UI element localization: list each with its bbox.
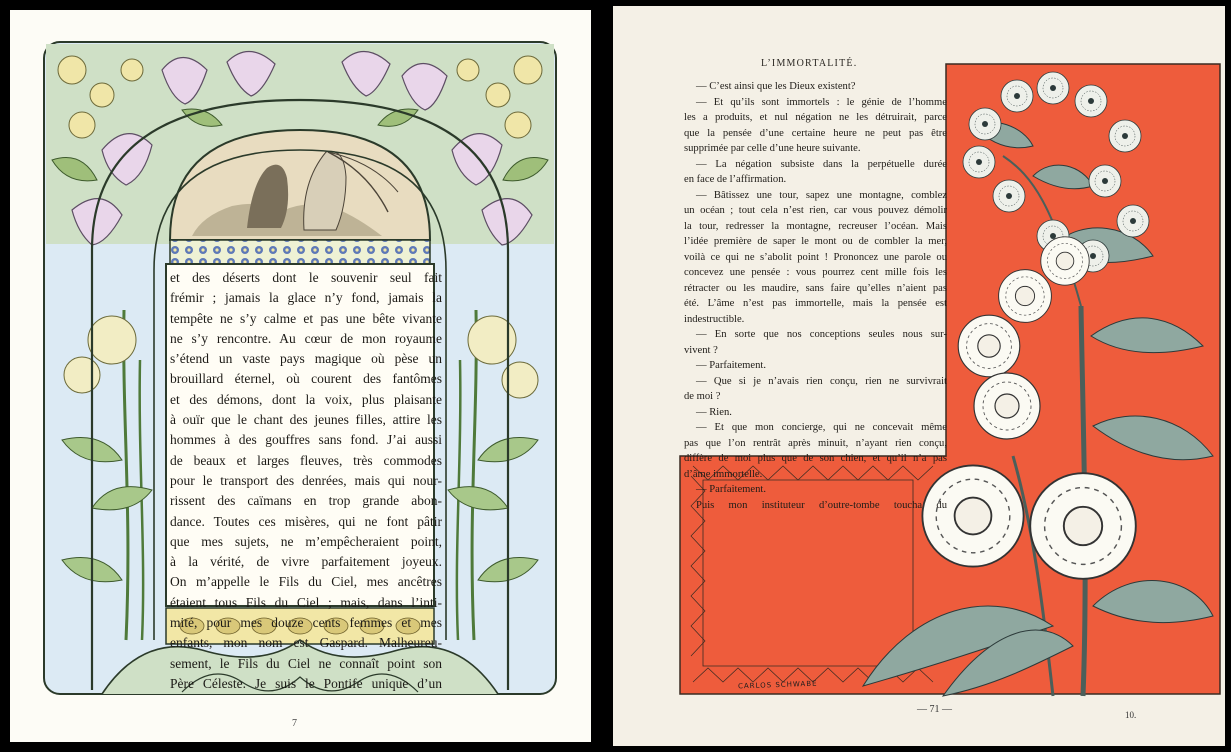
text-line: d’âme immortelle. [684,468,763,480]
text-line: — C’est ainsi que les Dieux existent? [696,81,856,92]
text-line: étaient tous Fils du Ciel ; mais, dans l’inti- [170,594,442,610]
text-line: à la vérité, de vivre parfaitement joyeux. [170,554,442,570]
text-line: sement, le Fils du Ciel ne connaît point son [170,655,442,671]
text-line: — Et que mon concierge, qui ne concevait même [696,422,947,433]
text-line: frémir ; jamais la glace n’y fond, jamais la [170,290,442,306]
text-line: — En sorte que nos conceptions seules nous sur- [696,329,947,340]
text-line: concevez une pensée : vous pourrez cent mille fois les [684,267,947,278]
text-line: voilà ce qui ne s’abolit point ! Prononcez une parole ou [684,251,947,263]
text-line: l’idée première de saper le mont ou de combler la mer, [684,236,947,247]
text-line: s’étend un vaste pays magique où pèse un [170,351,442,367]
text-line: de moi ? [684,391,721,402]
text-line: — Parfaitement. [696,484,767,495]
text-line: tempête ne s’y calme et pas une bête vivante [170,310,442,326]
text-line: et des déserts dont le souvenir seul fait [170,270,442,285]
forget-me-not-band [170,240,430,264]
text-line: les a produits, et nul négation ne les détruirait, parce [684,112,947,123]
right-page [613,6,1225,746]
text-line: et des démons, dont la voix, plus plaisante [170,391,442,407]
body-text [170,268,442,694]
text-line: dance. Toutes ces misères, qui ne font pâtir [170,513,442,529]
text-line: mité, pour mes douze cents femmes et mes [170,615,442,631]
text-line: — Rien. [696,406,732,418]
text-line: brouillard éternel, où courent des fantômes [170,371,442,387]
text-line: pour le transport des denrées, mais qui nour- [170,472,442,488]
text-line: été. L’âme n’est pas immortelle, mais la pensée est [684,298,947,309]
text-line: — La négation subsiste dans la perpétuelle durée [696,158,947,170]
page-number: 7 [292,718,297,729]
text-line: supprimée par celle d’une heure suivante. [684,143,861,154]
text-line: à ouïr que le chant des jeunes filles, attire les [170,412,442,428]
text-line: diffère de moi plus que de son chien, et qu’il n’a pas [684,453,947,464]
text-line: un océan ; tout cela n’est rien, car vous pouvez démolir [684,205,947,216]
text-line: — Bâtissez une tour, sapez une montagne, comblez [696,189,947,201]
text-line: rétracter ou les maudire, sans faire qu’elles n’aient pas [684,282,947,294]
text-line: rissent des caïmans en trop grande abon- [170,493,442,509]
body-text [684,79,947,513]
text-line: que la pensée d’une certaine heure ne peut pas être [684,127,947,139]
text-line: — Que si je n’avais rien conçu, rien ne survivrait [696,375,947,387]
text-line: On m’appelle le Fils du Ciel, mes ancêtres [170,574,442,590]
text-line: indestructible. [684,313,745,325]
running-head: L’IMMORTALITÉ. [761,58,858,69]
text-line: Puis mon instituteur d’outre-tombe toucha du [696,499,947,511]
text-line: pas que l’on rentrât après minuit, n’ayant rien conçu, [684,437,947,449]
artist-signature: CARLOS SCHWABE [737,679,818,691]
text-line: de beaux et larges fleuves, très commodes [170,452,442,468]
text-line: — Parfaitement. [696,360,767,371]
text-line: Père Céleste. Je suis le Pontife unique d’un [170,675,442,691]
text-line: que mes sujets, ne m’empêcheraient point, [170,533,442,549]
page-number: — 71 — [917,704,952,715]
text-line: hommes à des gouffres sans fond. J’ai aussi [170,432,442,448]
left-page [10,10,591,742]
text-line: la tour, redresser la montagne, recreuser l’océan. Mais [684,220,947,232]
text-line: enfants, mon nom est Gaspard. Malheureu- [170,635,442,651]
text-line: — Et qu’ils sont immortels : le génie de l’homme [696,96,947,108]
text-line: ne s’y rencontre. Au cœur de mon royaume [170,330,442,346]
text-line: en face de l’affirmation. [684,174,787,185]
text-line: vivent ? [684,344,718,356]
plate-number: 10. [1125,710,1137,720]
